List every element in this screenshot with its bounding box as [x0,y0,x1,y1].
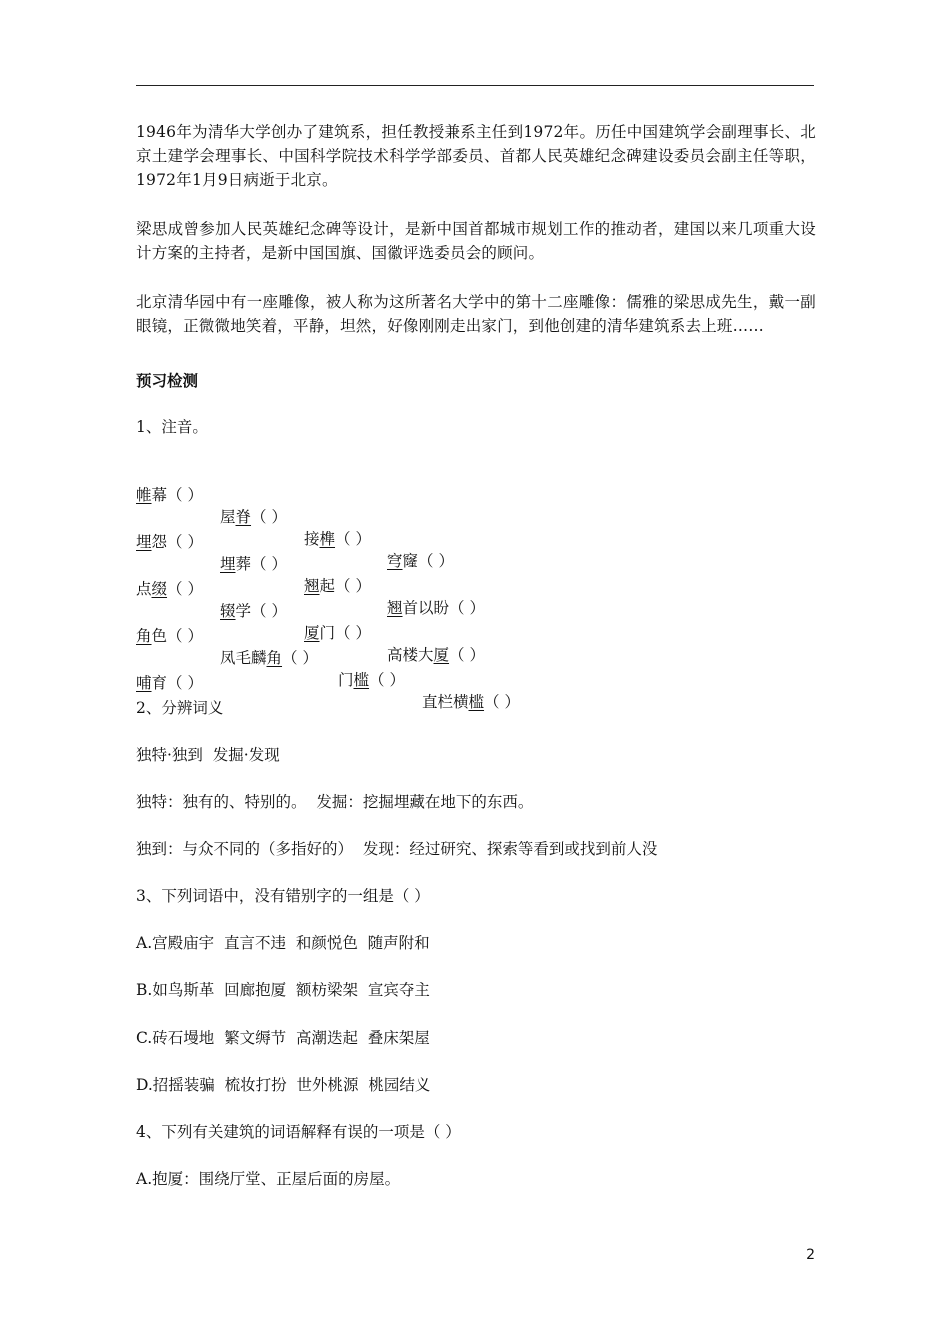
question-4-title: 4、下列有关建筑的词语解释有误的一项是（ ） [136,1123,461,1141]
option-b: B.如鸟斯革 回廊抱厦 额枋梁架 宣宾夺主 [136,981,430,999]
pinyin-item: 门槛（ ） [338,671,405,689]
word-pair-line: 独特·独到 发掘·发现 [136,746,280,764]
pinyin-item: 哺育（ ） [136,674,203,692]
pinyin-item: 穹窿（ ） [387,552,454,570]
header-rule [136,85,814,86]
question-2-title: 2、分辨词义 [136,699,224,717]
definition-line: 独特：独有的、特别的。 发掘：挖掘埋藏在地下的东西。 [136,793,534,811]
intro-paragraph: 1946年为清华大学创办了建筑系，担任教授兼系主任到1972年。历任中国建筑学会副理事长、北京土建学会理事长、中国科学院技术科学学部委员、首都人民英雄纪念碑建设委员会副主任等职，1972年1月9日病逝于北京。 [136,123,816,189]
definition-line: 独到：与众不同的（多指好的） 发现：经过研究、探索等看到或找到前人没 [136,840,658,858]
page-number: 2 [806,1247,815,1263]
pinyin-item: 点缀（ ） [136,580,203,598]
pinyin-item: 角色（ ） [136,627,203,645]
question-1-title: 1、注音。 [136,418,208,436]
option-c: C.砖石墁地 繁文缛节 高潮迭起 叠床架屋 [136,1029,430,1047]
pinyin-item: 帷幕（ ） [136,486,203,504]
option-a: A.抱厦：围绕厅堂、正屋后面的房屋。 [136,1170,401,1188]
option-a: A.宫殿庙宇 直言不违 和颜悦色 随声附和 [136,934,430,952]
question-3-title: 3、下列词语中，没有错别字的一组是（ ） [136,887,430,905]
pinyin-item: 厦门（ ） [304,624,371,642]
pinyin-item: 辍学（ ） [220,602,287,620]
pinyin-item: 凤毛麟角（ ） [220,649,318,667]
pinyin-item: 埋怨（ ） [136,533,203,551]
pinyin-row [136,650,203,694]
section-heading: 预习检测 [136,372,199,390]
intro-paragraph: 梁思成曾参加人民英雄纪念碑等设计，是新中国首都城市规划工作的推动者，建国以来几项重大设计方案的主持者，是新中国国旗、国徽评选委员会的顾问。 [136,220,816,262]
pinyin-item: 屋脊（ ） [220,508,287,526]
pinyin-item: 翘首以盼（ ） [387,599,485,617]
pinyin-item: 高楼大厦（ ） [387,646,485,664]
pinyin-item: 接榫（ ） [304,530,371,548]
pinyin-item: 埋葬（ ） [220,555,287,573]
pinyin-item: 直栏横槛（ ） [422,693,520,711]
intro-paragraph: 北京清华园中有一座雕像，被人称为这所著名大学中的第十二座雕像：儒雅的梁思成先生，戴一副眼镜，正微微地笑着，平静，坦然，好像刚刚走出家门，到他创建的清华建筑系去上班…… [136,293,816,335]
option-d: D.招摇装骗 梳妆打扮 世外桃源 桃园结义 [136,1076,431,1094]
pinyin-item: 翘起（ ） [304,577,371,595]
intro-section [136,120,816,338]
